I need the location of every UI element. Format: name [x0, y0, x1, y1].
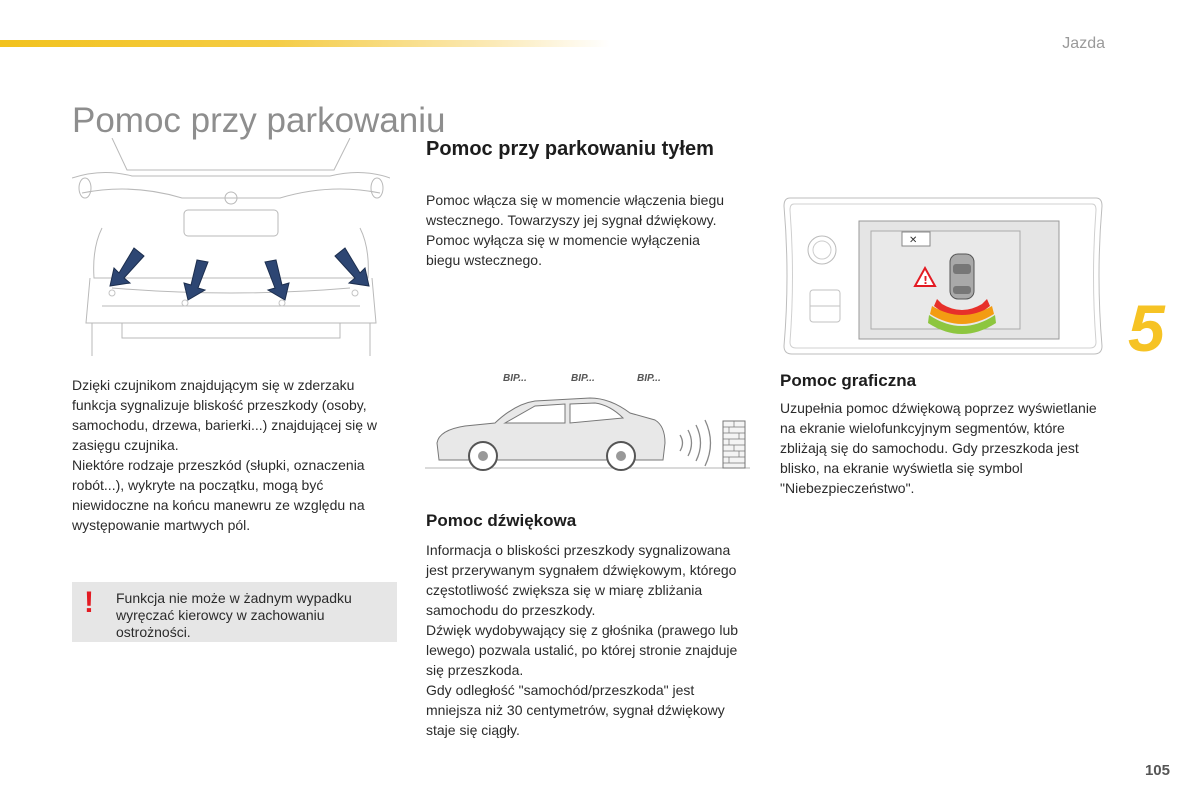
paragraph: Dzięki czujnikom znajdującym się w zderzaku funkcja sygnalizuje bliskość przeszkody (osoby, samochodu, drzewa, barierki...) znajdującej się w zasięgu czujnika.	[72, 377, 378, 453]
intro-text	[426, 190, 736, 270]
close-icon: ✕	[909, 235, 918, 246]
paragraph: Gdy odległość "samochód/przeszkoda" jest mniejsza niż 30 centymetrów, sygnał dźwiękowy staje się ciągły.	[426, 682, 725, 738]
section-title: Jazda	[1062, 35, 1105, 52]
section-heading: Pomoc przy parkowaniu tyłem	[426, 138, 714, 160]
paragraph: Pomoc wyłącza się w momencie wyłączenia biegu wstecznego.	[426, 232, 700, 268]
warning-box	[72, 582, 397, 642]
chapter-number: 5	[1128, 291, 1165, 365]
multifunction-screen-illustration	[782, 194, 1104, 358]
paragraph: Niektóre rodzaje przeszkód (słupki, oznaczenia robót...), wykryte na początku, mogą być niewidoczne na końcu manewru ze względu na występowanie martwych pól.	[72, 457, 365, 533]
car-reversing-illustration	[425, 368, 750, 483]
header-accent-bar	[0, 40, 610, 47]
graphic-text: Uzupełnia pomoc dźwiękową poprzez wyświetlanie na ekranie wielofunkcyjnym segmentów, które zbliżają się do samochodu. Gdy przeszkoda jest blisko, na ekranie wyświetla się symbol "Niebezpieczeństwo".	[780, 400, 1097, 496]
rear-bumper-illustration	[72, 138, 390, 356]
paragraph: Informacja o bliskości przeszkody sygnalizowana jest przerywanym sygnałem dźwiękowym, którego częstotliwość zwiększa się w miarę zbliżania samochodu do przeszkody.	[426, 542, 737, 618]
graphic-heading: Pomoc graficzna	[780, 371, 917, 390]
warning-text: Funkcja nie może w żadnym wypadku wyręczać kierowcy w zachowaniu ostrożności.	[116, 590, 352, 640]
bip-label: BIP...	[503, 373, 527, 384]
sensor-arrows	[110, 248, 369, 300]
bip-label: BIP...	[637, 373, 661, 384]
page-number: 105	[1144, 762, 1170, 779]
left-column-text	[72, 375, 402, 535]
page-title: Pomoc przy parkowaniu	[72, 101, 446, 141]
svg-text:!: !	[923, 274, 929, 287]
sound-text	[426, 540, 752, 740]
paragraph: Dźwięk wydobywający się z głośnika (prawego lub lewego) pozwala ustalić, po której stronie znajduje się przeszkoda.	[426, 622, 739, 678]
bip-label: BIP...	[571, 373, 595, 384]
sound-heading: Pomoc dźwiękowa	[426, 511, 577, 530]
paragraph: Pomoc włącza się w momencie włączenia biegu wstecznego. Towarzyszy jej sygnał dźwiękowy.	[426, 192, 725, 228]
warning-icon: !	[84, 586, 94, 619]
brick-wall	[723, 421, 745, 468]
